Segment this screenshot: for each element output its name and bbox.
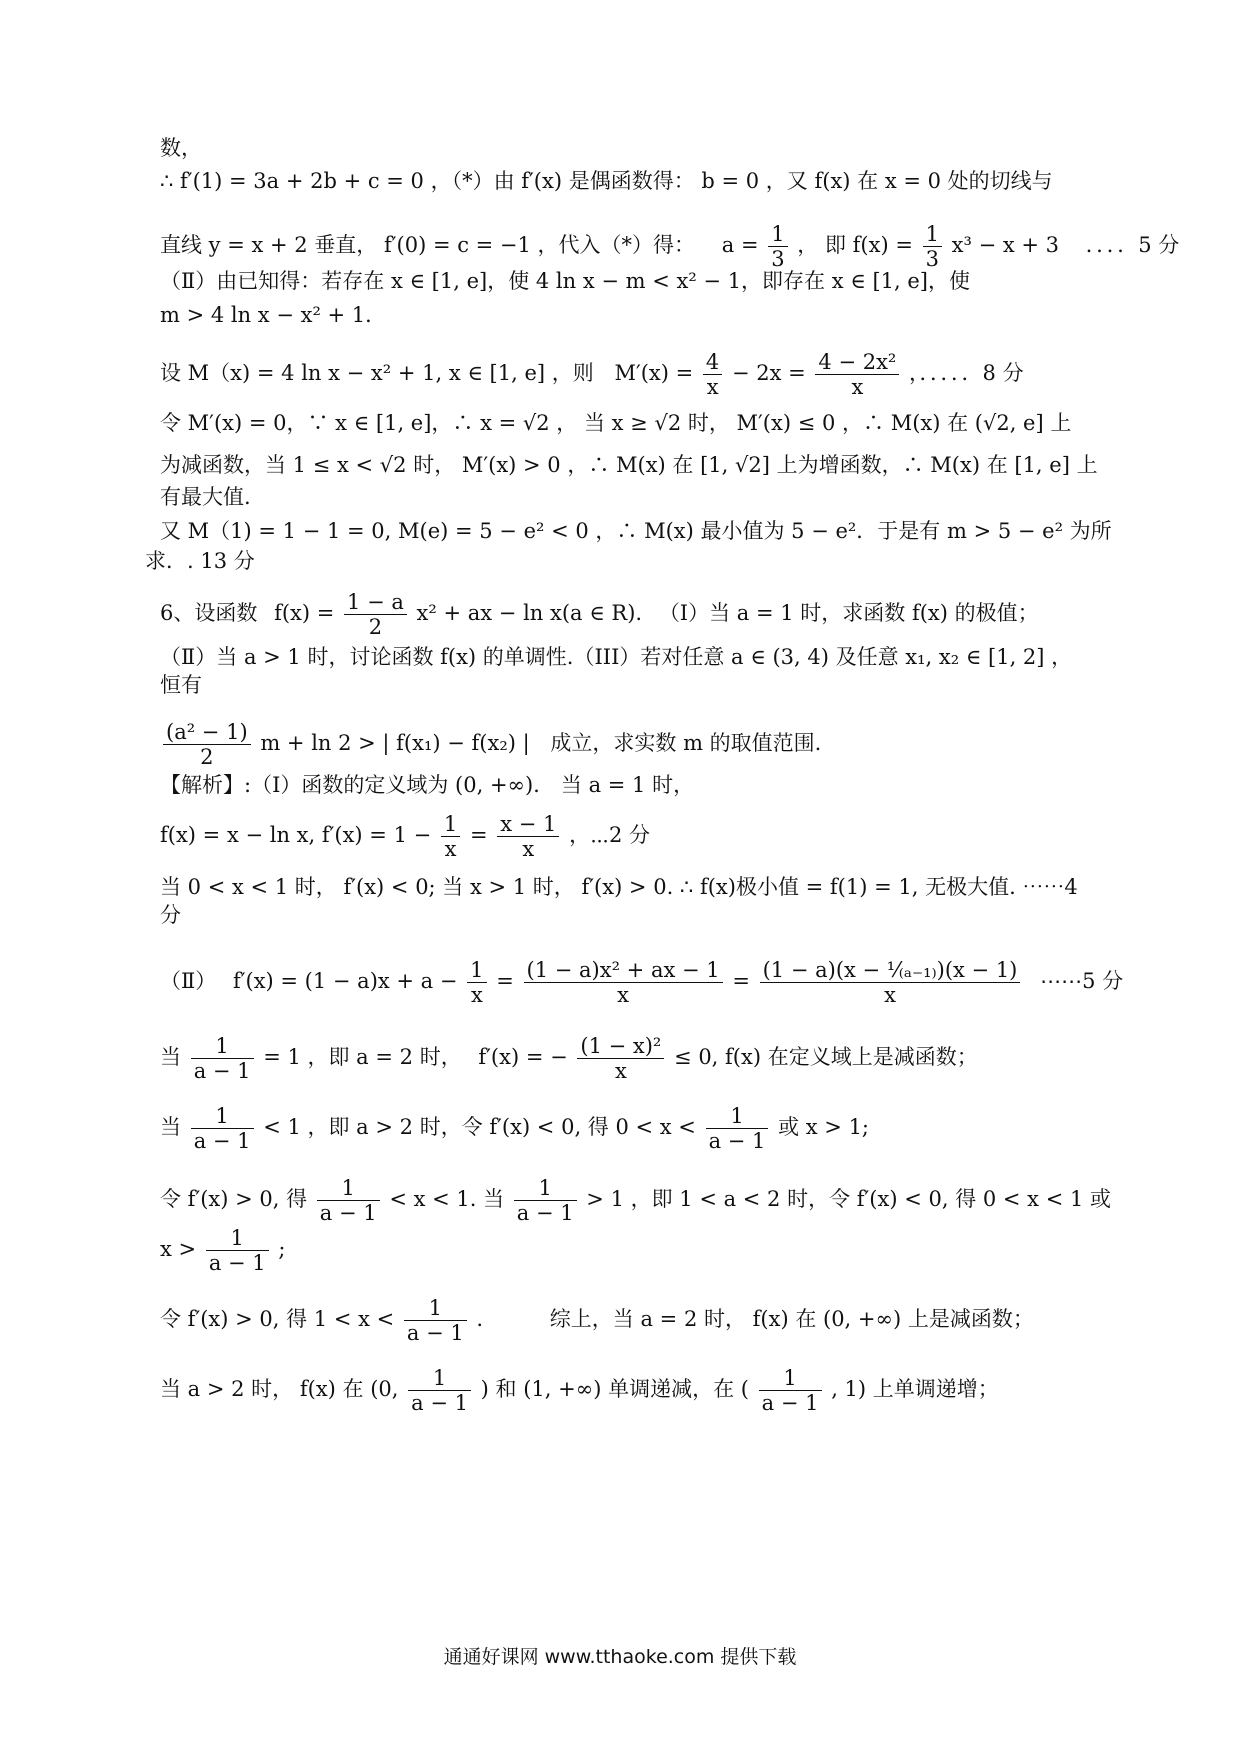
text-line-2: ∴ f′(1) = 3a + 2b + c = 0 ，（*）由 f′(x) 是偶函数得： b = 0 ，又 f(x) 在 x = 0 处的切线与	[160, 169, 1053, 193]
fraction: $\frac{1}{x}$	[467, 958, 486, 1007]
fraction: $\frac{1}{x}$	[441, 812, 460, 861]
fraction: $\frac{x - 1}{x}$	[497, 812, 559, 861]
text-line-19: 分	[160, 903, 181, 927]
text-line-15: $\frac{\text{(a² − 1)}}{2}$ m + ln 2 > | f(x₁) − f(x₂) | 成立，求实数 m 的取值范围.	[160, 720, 821, 769]
fraction: $\frac{\text{(a² − 1)}}{2}$	[163, 720, 251, 769]
fraction: $\frac{1}{a - 1}$	[759, 1366, 822, 1415]
text-line-10: 又 M（1) = 1 − 1 = 0, M(e) = 5 − e² < 0 ，∴ M(x) 最小值为 5 − e²．于是有 m > 5 − e² 为所	[160, 519, 1112, 543]
text-line-14: 恒有	[160, 673, 202, 697]
text-line-12: 6、设函数 f(x) = $\frac{1 - a}{2}$ x² + ax − ln x(a ∈ R). （Ⅰ）当 a = 1 时，求函数 f(x) 的极值；	[160, 590, 1039, 639]
fraction: $\frac{1 - a}{2}$	[344, 590, 407, 639]
text-line-6: 设 M（x) = 4 ln x − x² + 1, x ∈ [1, e] ，则 M′(x) = $\frac{4}{x}$ − 2x = $\frac{\text{4 − 2x²}}{x}$ ，．．．．．8 分	[160, 350, 1024, 399]
fraction: $\frac{1}{a - 1}$	[191, 1104, 254, 1153]
text-line-20: （Ⅱ） f′(x) = (1 − a)x + a − $\frac{1}{x}$ = $\frac{\text{(1 − a)x² + ax − 1}}{x}$ = $\frac{\text{(1 − a)(x − ¹⁄₍ₐ₋₁₎)(x − 1)}}{x}$ ⋯⋯5 分	[160, 958, 1124, 1007]
text-line-4: （Ⅱ）由已知得：若存在 x ∈ [1, e]，使 4 ln x − m < x² − 1，即存在 x ∈ [1, e]，使	[160, 269, 970, 293]
text-line-13: （Ⅱ）当 a > 1 时，讨论函数 f(x) 的单调性.（III）若对任意 a ∈ (3, 4) 及任意 x₁, x₂ ∈ [1, 2] ，	[160, 645, 1073, 669]
text-line-3: 直线 y = x + 2 垂直， f′(0) = c = −1 ，代入（*）得： a = $\frac{1}{3}$ ， 即 f(x) = $\frac{1}{3}$ x³ − x + 3 ．．．．5 分	[160, 222, 1180, 271]
fraction: $\frac{1}{a - 1}$	[191, 1034, 254, 1083]
text-line-26: 当 a > 2 时， f(x) 在 (0, $\frac{1}{a - 1}$ ) 和 (1, +∞) 单调递减，在 ( $\frac{1}{a - 1}$ , 1) 上单调递增；	[160, 1366, 999, 1415]
text-line-8: 为减函数，当 1 ≤ x < √2 时， M′(x) > 0 ，∴ M(x) 在 [1, √2] 上为增函数，∴ M(x) 在 [1, e] 上	[160, 453, 1098, 477]
text-line-11: 求．. 13 分	[145, 549, 255, 573]
fraction: $\frac{\text{(1 − a)x² + ax − 1}}{x}$	[524, 958, 723, 1007]
text-line-7: 令 M′(x) = 0，∵ x ∈ [1, e]，∴ x = √2 ， 当 x ≥ √2 时， M′(x) ≤ 0 ，∴ M(x) 在 (√2, e] 上	[160, 411, 1072, 435]
text-line-22: 当 $\frac{1}{a - 1}$ < 1 ，即 a > 2 时，令 f′(x) < 0, 得 0 < x < $\frac{1}{a - 1}$ 或 x > 1;	[160, 1104, 870, 1153]
text-line-9: 有最大值.	[160, 485, 251, 509]
text-line-23: 令 f′(x) > 0, 得 $\frac{1}{a - 1}$ < x < 1. 当 $\frac{1}{a - 1}$ > 1 ，即 1 < a < 2 时，令 f′(x) < 0, 得 0 < x < 1 或	[160, 1176, 1111, 1225]
text-line-1: 数，	[160, 136, 202, 160]
text-line-24: x > $\frac{1}{a - 1}$ ;	[160, 1226, 286, 1275]
fraction: $\frac{1}{a - 1}$	[408, 1366, 471, 1415]
fraction: $\frac{1}{a - 1}$	[706, 1104, 769, 1153]
footer-text: 通通好课网 www.tthaoke.com 提供下载	[443, 1646, 797, 1668]
text-line-21: 当 $\frac{1}{a - 1}$ = 1 ，即 a = 2 时， f′(x) = − $\frac{\text{(1 − x)²}}{x}$ ≤ 0, f(x) 在定义域上是减函数；	[160, 1034, 978, 1083]
fraction: $\frac{1}{a - 1}$	[404, 1296, 467, 1345]
text-line-16: 【解析】:（Ⅰ）函数的定义域为 (0, +∞)． 当 a = 1 时，	[160, 773, 695, 797]
fraction: $\frac{1}{3}$	[923, 222, 942, 271]
fraction: $\frac{1}{3}$	[768, 222, 787, 271]
fraction: $\frac{4}{x}$	[703, 350, 722, 399]
text-line-25: 令 f′(x) > 0, 得 1 < x < $\frac{1}{a - 1}$ . 综上，当 a = 2 时， f(x) 在 (0, +∞) 上是减函数；	[160, 1296, 1034, 1345]
fraction: $\frac{1}{a - 1}$	[317, 1176, 380, 1225]
fraction: $\frac{\text{(1 − x)²}}{x}$	[577, 1034, 664, 1083]
fraction: $\frac{\text{(1 − a)(x − ¹⁄₍ₐ₋₁₎)(x − 1)}}{x}$	[760, 958, 1021, 1007]
text-line-17: f(x) = x − ln x, f′(x) = 1 − $\frac{1}{x}$ = $\frac{x - 1}{x}$ ，⋯2 分	[160, 812, 651, 861]
fraction: $\frac{1}{a - 1}$	[206, 1226, 269, 1275]
fraction: $\frac{1}{a - 1}$	[514, 1176, 577, 1225]
text-line-18: 当 0 < x < 1 时， f′(x) < 0; 当 x > 1 时， f′(x) > 0. ∴ f(x)极小值 = f(1) = 1, 无极大值. ⋯⋯4	[160, 875, 1078, 899]
text-line-5: m > 4 ln x − x² + 1．	[160, 303, 387, 327]
fraction: $\frac{\text{4 − 2x²}}{x}$	[815, 350, 899, 399]
